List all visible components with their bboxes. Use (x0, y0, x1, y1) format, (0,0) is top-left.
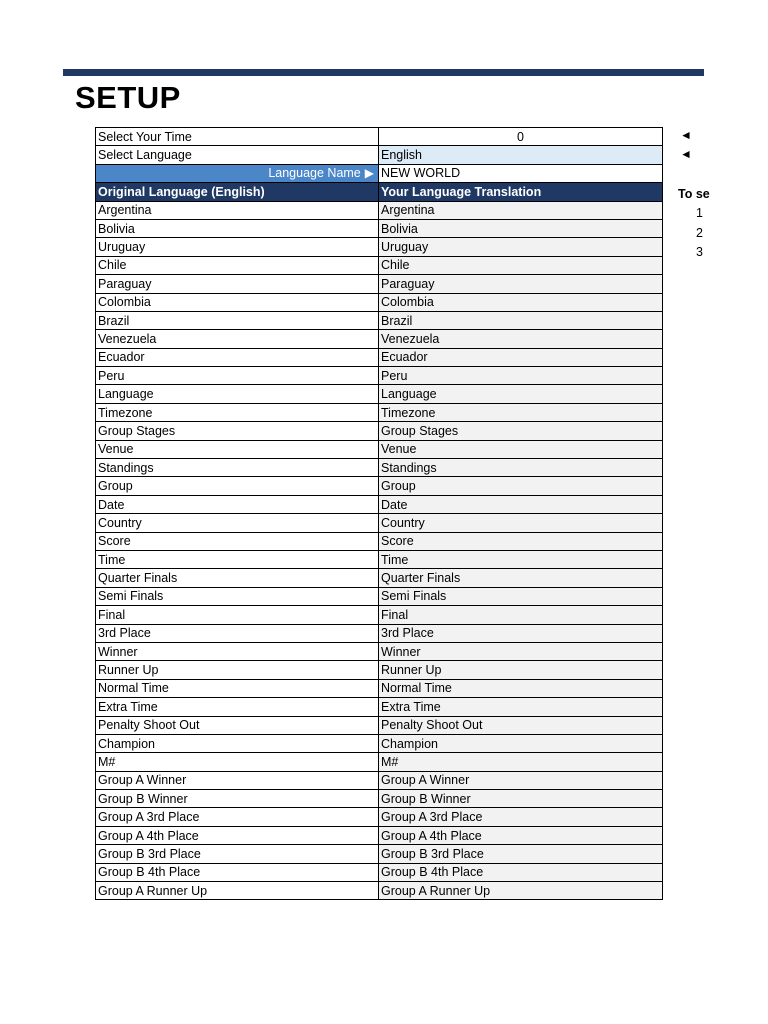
translation-input-cell[interactable]: Winner (379, 642, 663, 660)
translation-input-cell[interactable]: Group A 3rd Place (379, 808, 663, 826)
original-term-cell: Group B 3rd Place (96, 845, 379, 863)
translation-input-cell[interactable]: Normal Time (379, 679, 663, 697)
language-name-input[interactable]: NEW WORLD (379, 164, 663, 182)
table-row (96, 201, 663, 219)
original-term-cell: Penalty Shoot Out (96, 716, 379, 734)
original-term-cell: Group Stages (96, 422, 379, 440)
table-row (96, 550, 663, 568)
language-select[interactable]: English (379, 146, 663, 164)
table-row (96, 826, 663, 844)
instruction-step-number: 1 (696, 206, 703, 220)
table-row (96, 440, 663, 458)
original-term-cell: Venezuela (96, 330, 379, 348)
translation-input-cell[interactable]: M# (379, 753, 663, 771)
translation-input-cell[interactable]: Group (379, 477, 663, 495)
table-row (96, 698, 663, 716)
translation-input-cell[interactable]: Time (379, 550, 663, 568)
table-header-row (96, 183, 663, 201)
table-row (96, 587, 663, 605)
original-term-cell: Timezone (96, 403, 379, 421)
table-row (96, 256, 663, 274)
original-term-cell: Paraguay (96, 275, 379, 293)
table-row (96, 845, 663, 863)
original-term-cell: Group B Winner (96, 790, 379, 808)
table-row (96, 238, 663, 256)
language-name-label-cell (96, 164, 379, 182)
language-row (96, 146, 663, 164)
original-term-cell: Score (96, 532, 379, 550)
original-term-cell: Group A 4th Place (96, 826, 379, 844)
translation-input-cell[interactable]: Date (379, 495, 663, 513)
original-term-cell: Peru (96, 367, 379, 385)
original-term-cell: Chile (96, 256, 379, 274)
original-term-cell: Winner (96, 642, 379, 660)
translation-input-cell[interactable]: Language (379, 385, 663, 403)
original-term-cell: Semi Finals (96, 587, 379, 605)
translation-input-cell[interactable]: Ecuador (379, 348, 663, 366)
translation-input-cell[interactable]: Penalty Shoot Out (379, 716, 663, 734)
time-row (96, 128, 663, 146)
translation-input-cell[interactable]: Final (379, 606, 663, 624)
table-row (96, 624, 663, 642)
setup-table (95, 127, 663, 900)
table-row (96, 790, 663, 808)
table-row (96, 275, 663, 293)
original-term-cell: Normal Time (96, 679, 379, 697)
table-row (96, 679, 663, 697)
original-term-cell: Group A Runner Up (96, 882, 379, 900)
table-row (96, 495, 663, 513)
translation-input-cell[interactable]: Extra Time (379, 698, 663, 716)
table-row (96, 642, 663, 660)
translation-input-cell[interactable]: Group B Winner (379, 790, 663, 808)
instruction-step-number: 2 (696, 226, 703, 240)
translation-input-cell[interactable]: Brazil (379, 311, 663, 329)
original-term-cell: M# (96, 753, 379, 771)
table-row (96, 771, 663, 789)
translation-input-cell[interactable]: Group A Winner (379, 771, 663, 789)
table-row (96, 219, 663, 237)
translation-input-cell[interactable]: Paraguay (379, 275, 663, 293)
pointer-left-icon: ◄ (680, 147, 692, 161)
language-name-label: Language Name (268, 166, 361, 181)
original-term-cell: Colombia (96, 293, 379, 311)
translation-input-cell[interactable]: Standings (379, 459, 663, 477)
original-term-cell: Venue (96, 440, 379, 458)
original-term-cell: Group B 4th Place (96, 863, 379, 881)
table-row (96, 330, 663, 348)
table-row (96, 661, 663, 679)
arrow-right-icon: ▶ (364, 166, 374, 181)
translation-input-cell[interactable]: Bolivia (379, 219, 663, 237)
table-row (96, 293, 663, 311)
original-term-cell: Date (96, 495, 379, 513)
translation-input-cell[interactable]: Chile (379, 256, 663, 274)
table-row (96, 808, 663, 826)
original-term-cell: Bolivia (96, 219, 379, 237)
translation-input-cell[interactable]: Quarter Finals (379, 569, 663, 587)
translation-input-cell[interactable]: Group A 4th Place (379, 826, 663, 844)
original-term-cell: 3rd Place (96, 624, 379, 642)
translation-input-cell[interactable]: Peru (379, 367, 663, 385)
table-row (96, 753, 663, 771)
table-row (96, 716, 663, 734)
time-label: Select Your Time (96, 128, 379, 146)
instruction-step-number: 3 (696, 245, 703, 259)
original-term-cell: Brazil (96, 311, 379, 329)
translation-input-cell[interactable]: Venue (379, 440, 663, 458)
translation-input-cell[interactable]: 3rd Place (379, 624, 663, 642)
original-term-cell: Quarter Finals (96, 569, 379, 587)
translation-input-cell[interactable]: Country (379, 514, 663, 532)
table-row (96, 882, 663, 900)
translation-input-cell[interactable]: Group B 3rd Place (379, 845, 663, 863)
table-row (96, 734, 663, 752)
translation-input-cell[interactable]: Uruguay (379, 238, 663, 256)
translation-input-cell[interactable]: Colombia (379, 293, 663, 311)
header-rule (63, 69, 704, 76)
translation-input-cell[interactable]: Champion (379, 734, 663, 752)
table-row (96, 403, 663, 421)
table-row (96, 514, 663, 532)
translation-input-cell[interactable]: Group B 4th Place (379, 863, 663, 881)
original-term-cell: Final (96, 606, 379, 624)
original-term-cell: Uruguay (96, 238, 379, 256)
table-row (96, 422, 663, 440)
column-header-translation: Your Language Translation (379, 183, 663, 201)
time-input[interactable]: 0 (379, 128, 663, 146)
instructions-heading: To se (678, 187, 710, 201)
translation-input-cell[interactable]: Group Stages (379, 422, 663, 440)
original-term-cell: Group A 3rd Place (96, 808, 379, 826)
table-row (96, 385, 663, 403)
translation-input-cell[interactable]: Argentina (379, 201, 663, 219)
translation-input-cell[interactable]: Runner Up (379, 661, 663, 679)
translation-input-cell[interactable]: Semi Finals (379, 587, 663, 605)
translation-input-cell[interactable]: Venezuela (379, 330, 663, 348)
translation-input-cell[interactable]: Score (379, 532, 663, 550)
table-row (96, 311, 663, 329)
original-term-cell: Argentina (96, 201, 379, 219)
original-term-cell: Group (96, 477, 379, 495)
table-row (96, 606, 663, 624)
table-row (96, 532, 663, 550)
original-term-cell: Ecuador (96, 348, 379, 366)
language-label: Select Language (96, 146, 379, 164)
language-name-row (96, 164, 663, 182)
translation-input-cell[interactable]: Timezone (379, 403, 663, 421)
original-term-cell: Group A Winner (96, 771, 379, 789)
table-row (96, 863, 663, 881)
original-term-cell: Language (96, 385, 379, 403)
table-row (96, 348, 663, 366)
original-term-cell: Standings (96, 459, 379, 477)
original-term-cell: Extra Time (96, 698, 379, 716)
original-term-cell: Champion (96, 734, 379, 752)
table-row (96, 367, 663, 385)
table-row (96, 477, 663, 495)
original-term-cell: Time (96, 550, 379, 568)
column-header-original: Original Language (English) (96, 183, 379, 201)
pointer-left-icon: ◄ (680, 128, 692, 142)
table-row (96, 569, 663, 587)
translation-input-cell[interactable]: Group A Runner Up (379, 882, 663, 900)
original-term-cell: Runner Up (96, 661, 379, 679)
page-title: SETUP (75, 80, 181, 115)
table-row (96, 459, 663, 477)
original-term-cell: Country (96, 514, 379, 532)
